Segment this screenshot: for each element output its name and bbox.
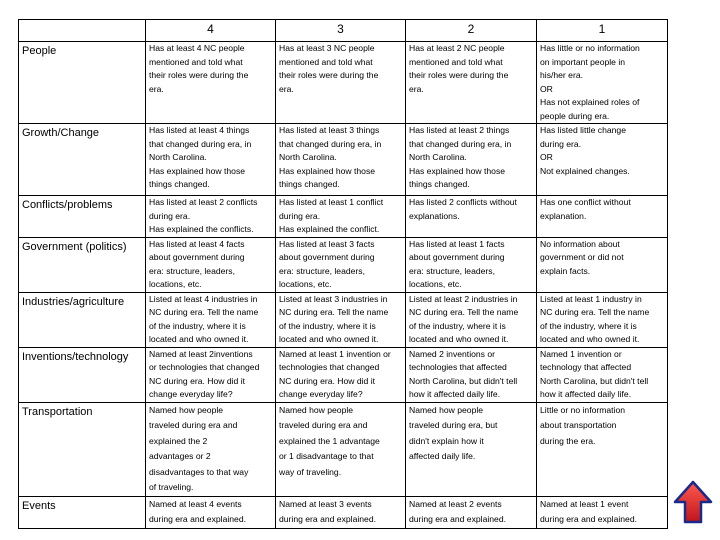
rubric-cell: Has listed at least 2 conflicts during era. Has explained the conflicts. [146,196,276,238]
table-row [19,496,668,528]
rubric-cell: Has one conflict without explanation. [537,196,668,238]
rubric-table [18,19,668,529]
rubric-cell: Has listed at least 4 things that changed during era, in North Carolina. Has explained how those things changed. [146,124,276,196]
rubric-cell: Has listed at least 2 things that changed during era, in North Carolina. Has explained how those things changed. [406,124,537,196]
rubric-cell: Listed at least 1 industry in NC during era. Tell the name of the industry, where it is located and who owned it. [537,292,668,347]
rubric-cell: Named how people traveled during era, but didn't explain how it affected daily life. [406,402,537,496]
rubric-cell: Named 1 invention or technology that affected North Carolina, but didn't tell how it affected daily life. [537,347,668,402]
table-row [19,196,668,238]
header-score-4: 4 [146,20,276,42]
header-category [19,20,146,42]
row-category: Growth/Change [19,124,146,196]
rubric-cell: Little or no information about transportation during the era. [537,402,668,496]
table-row [19,402,668,496]
rubric-cell: Named at least 2 events during era and explained. [406,496,537,528]
rubric-cell: Listed at least 2 industries in NC during era. Tell the name of the industry, where it is located and who owned it. [406,292,537,347]
rubric-cell: Named at least 1 invention or technologies that changed NC during era. How did it change everyday life? [276,347,406,402]
table-row [19,42,668,124]
header-score-2: 2 [406,20,537,42]
row-category: Industries/agriculture [19,292,146,347]
row-category: Transportation [19,402,146,496]
rubric-cell: Named how people traveled during era and explained the 2 advantages or 2 disadvantages to that way of traveling. [146,402,276,496]
rubric-cell: Has listed at least 1 conflict during era. Has explained the conflict. [276,196,406,238]
rubric-cell: Has at least 2 NC people mentioned and told what their roles were during the era. [406,42,537,124]
rubric-cell: Has listed at least 3 things that changed during era, in North Carolina. Has explained how those things changed. [276,124,406,196]
rubric-cell: Named at least 4 events during era and explained. [146,496,276,528]
header-score-3: 3 [276,20,406,42]
table-row [19,237,668,292]
rubric-cell: Named how people traveled during era and explained the 1 advantage or 1 disadvantage to that way of traveling. [276,402,406,496]
table-row [19,347,668,402]
table-row [19,124,668,196]
rubric-cell: Listed at least 4 industries in NC during era. Tell the name of the industry, where it is located and who owned it. [146,292,276,347]
rubric-cell: Named 2 inventions or technologies that affected North Carolina, but didn't tell how it affected daily life. [406,347,537,402]
rubric-cell: Has listed little change during era. OR Not explained changes. [537,124,668,196]
row-category: People [19,42,146,124]
rubric-cell: Has at least 3 NC people mentioned and told what their roles were during the era. [276,42,406,124]
rubric-cell: Has listed at least 3 facts about government during era: structure, leaders, locations, etc. [276,237,406,292]
rubric-cell: Has listed 2 conflicts without explanations. [406,196,537,238]
header-row [19,20,668,42]
rubric-cell: Has little or no information on important people in his/her era. OR Has not explained roles of people during era. [537,42,668,124]
rubric-cell: Named at least 2inventions or technologies that changed NC during era. How did it change everyday life? [146,347,276,402]
header-score-1: 1 [537,20,668,42]
rubric-cell: Has listed at least 1 facts about government during era: structure, leaders, locations, etc. [406,237,537,292]
row-category: Events [19,496,146,528]
row-category: Conflicts/problems [19,196,146,238]
table-row [19,292,668,347]
home-button[interactable] [673,480,713,524]
rubric-cell: Named at least 3 events during era and explained. [276,496,406,528]
rubric-cell: Listed at least 3 industries in NC during era. Tell the name of the industry, where it is located and who owned it. [276,292,406,347]
rubric-cell: Has listed at least 4 facts about government during era: structure, leaders, locations, etc. [146,237,276,292]
rubric-cell: No information about government or did not explain facts. [537,237,668,292]
home-arrow-icon [673,480,713,524]
rubric-cell: Has at least 4 NC people mentioned and told what their roles were during the era. [146,42,276,124]
row-category: Inventions/technology [19,347,146,402]
row-category: Government (politics) [19,237,146,292]
rubric-cell: Named at least 1 event during era and explained. [537,496,668,528]
